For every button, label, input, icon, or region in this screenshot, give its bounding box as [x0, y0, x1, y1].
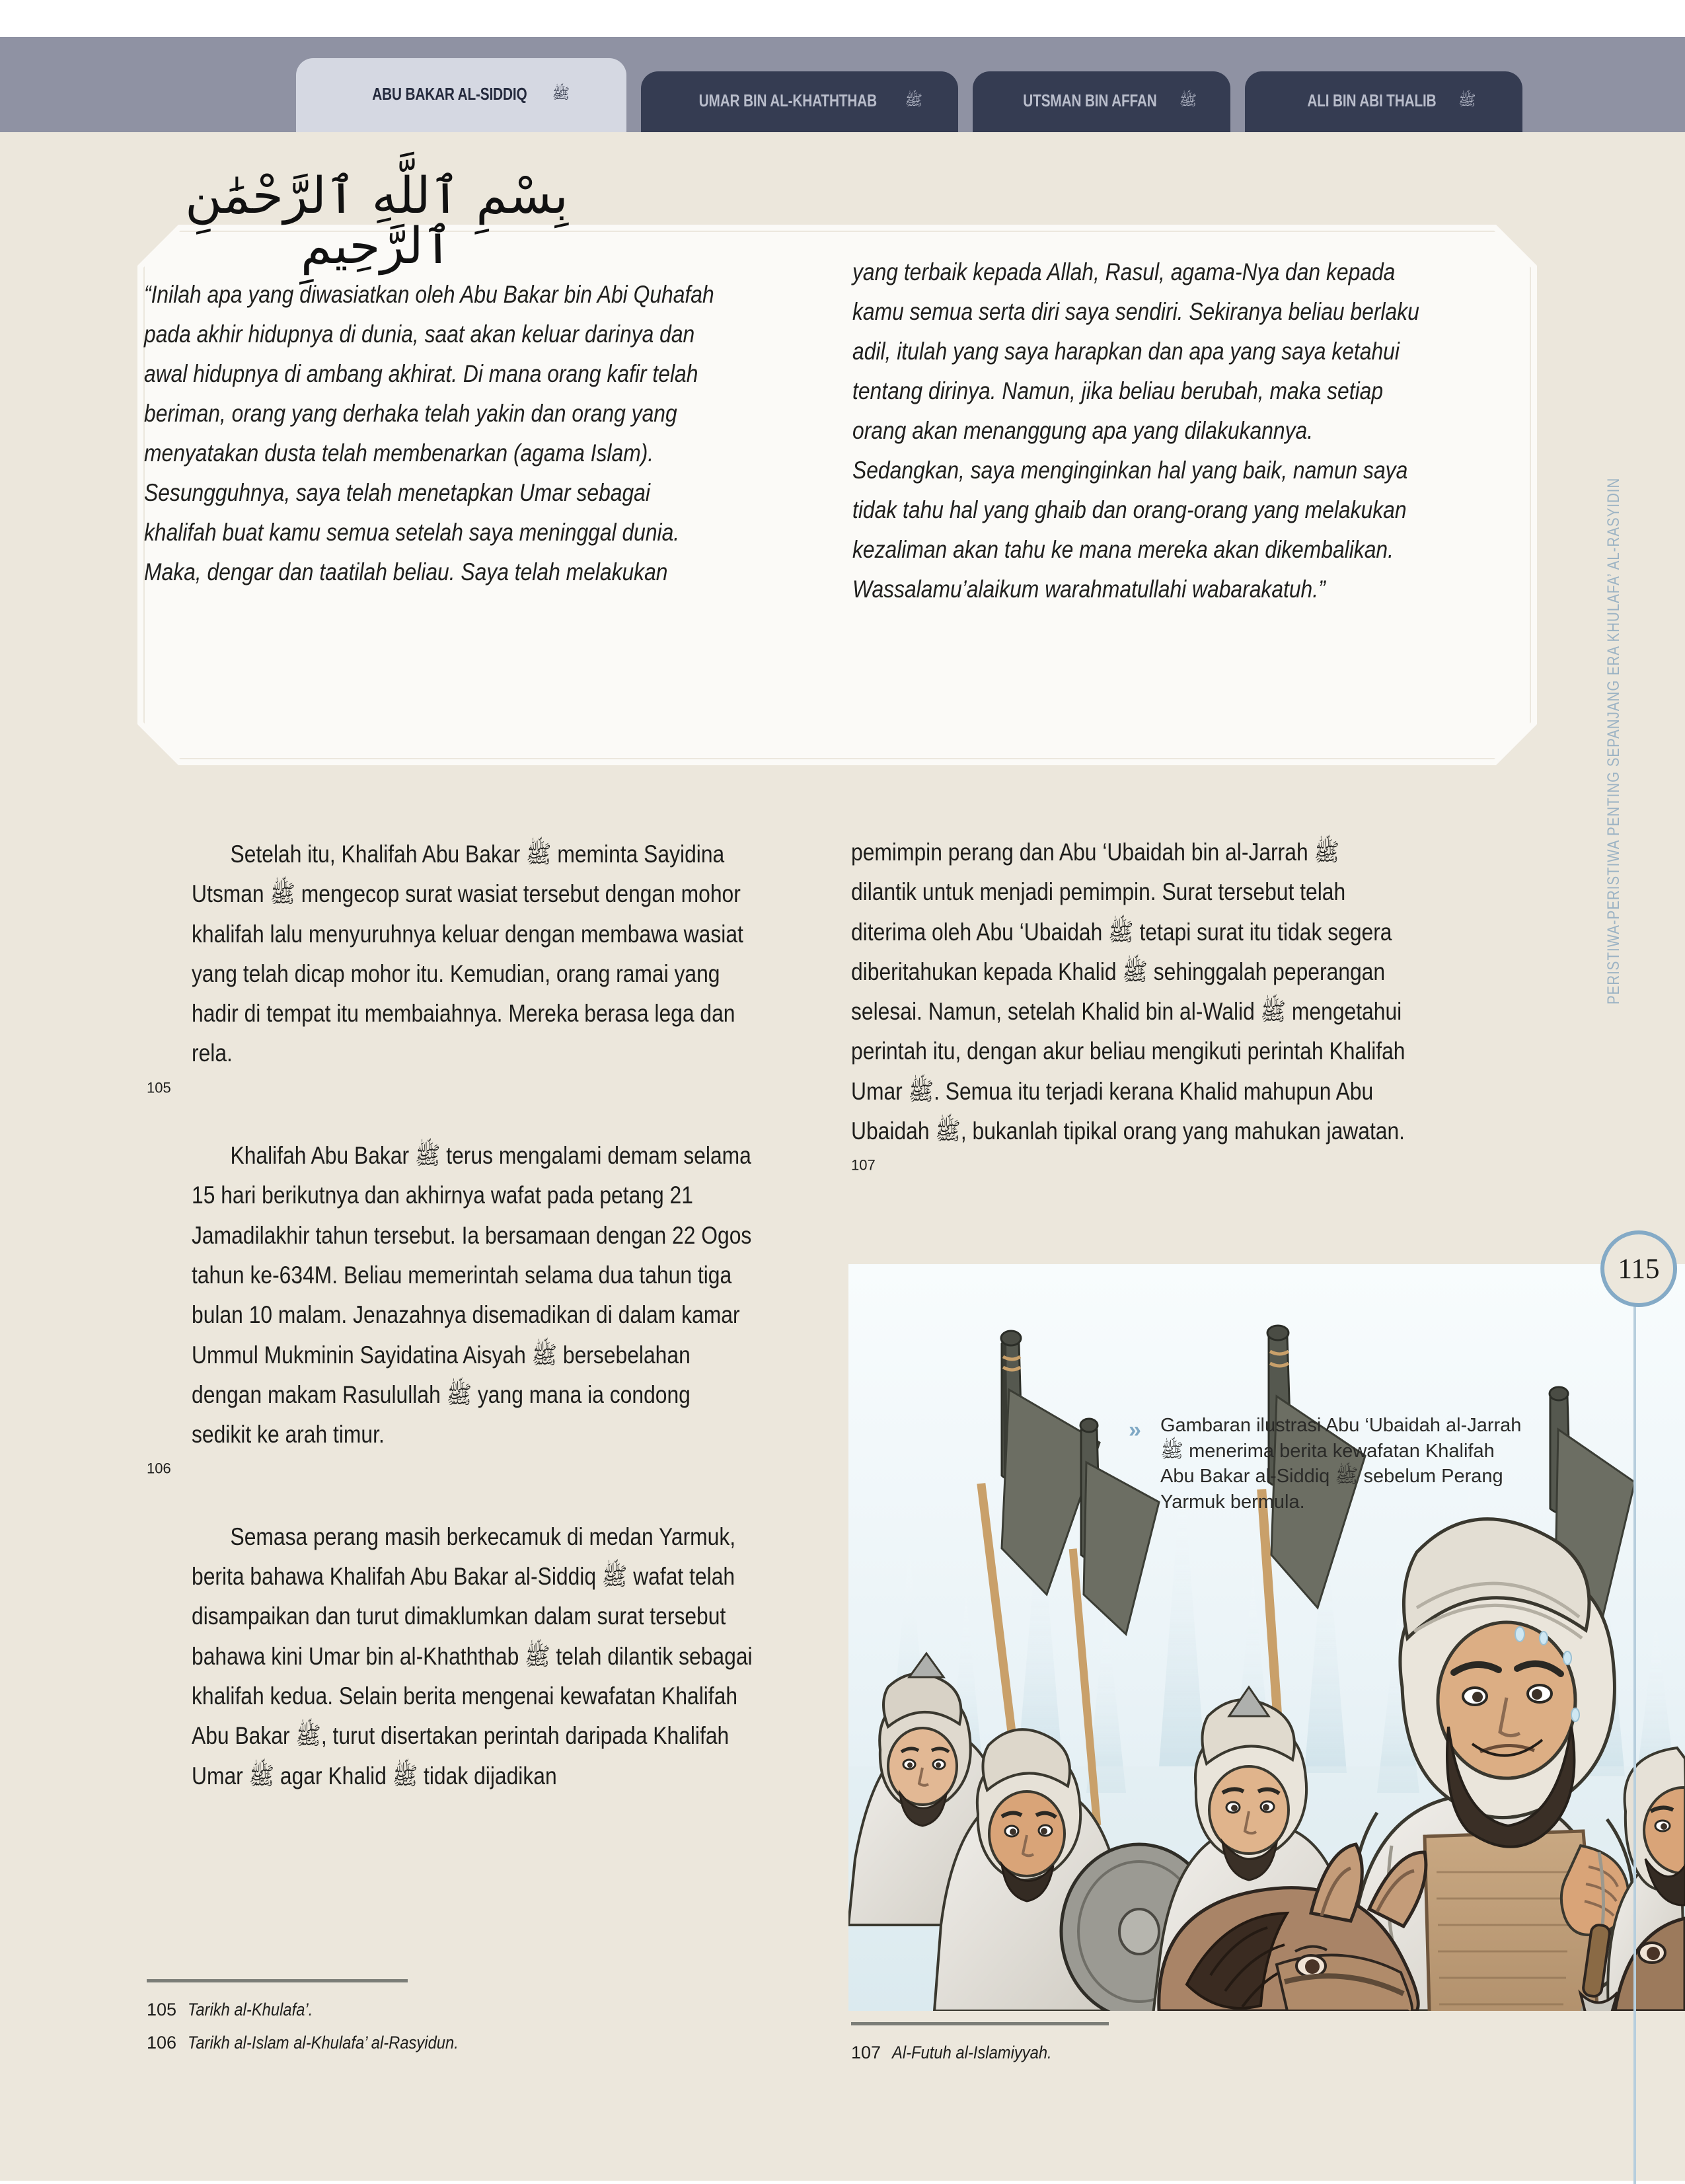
paragraph [851, 833, 1499, 1191]
footnote-number: 107 [851, 2043, 881, 2062]
footnote-marker-107[interactable]: 107 [851, 1157, 876, 1174]
illustration-artwork [848, 1264, 1685, 2011]
tab-label: UTSMAN BIN AFFAN [1023, 90, 1157, 110]
yarmuk-illustration [848, 1264, 1685, 2011]
footnote-item [147, 2000, 496, 2020]
quote-right-text: yang terbaik kepada Allah, Rasul, agama-Nya dan kepada kamu semua serta diri saya sendiri. Sekiranya beliau berlaku adil, itulah yang saya harapkan dan apa yang saya ketahui tentang dirinya. Namun, jika beliau berubah, maka setiap orang akan menanggung apa yang dilakukannya. Sedangkan, saya menginginkan hal yang baik, namun saya tidak tahu hal yang ghaib dan orang-orang yang melakukan kezaliman akan tahu ke mana mereka akan dikembalikan. Wassalamu’alaikum warahmatullahi wabarakatuh.” [852, 258, 1419, 603]
tab-label: ALI BIN ABI THALIB [1307, 90, 1437, 110]
tab-utsman-bin-affan[interactable] [973, 71, 1230, 132]
double-chevron-icon: » [1129, 1417, 1137, 1443]
paragraph [147, 1517, 801, 1796]
tabs-container [0, 37, 1685, 132]
footnote-title: Tarikh al-Islam al-Khulafa’ al-Rasyidun. [188, 2033, 459, 2052]
paragraph [147, 1136, 801, 1495]
bismillah-calligraphy: بِسْمِ ٱللَّهِ ٱلرَّحْمَٰنِ ٱلرَّحِيمِ [185, 166, 568, 275]
paragraph-text: pemimpin perang dan Abu ‘Ubaidah bin al-Jarrah ﷺ dilantik untuk menjadi pemimpin. Surat tersebut telah diterima oleh Abu ‘Ubaidah ﷺ tetapi surat itu tidak segera diberitahukan kepada Khalid ﷺ sehinggalah peperangan selesai. Namun, setelah Khalid bin al-Walid ﷺ mengetahui perintah itu, dengan akur beliau mengikuti perintah Khalifah Umar ﷺ. Semua itu terjadi kerana Khalid mahupun Abu Ubaidah ﷺ, bukanlah tipikal orang yang mahukan jawatan. [851, 839, 1405, 1145]
footnote-item [851, 2043, 1109, 2063]
tab-abu-bakar-al-siddiq[interactable] [296, 58, 626, 132]
footnote-number: 106 [147, 2033, 177, 2052]
tab-label: UMAR BIN AL-KHATHTHAB [698, 90, 877, 110]
footnote-item [147, 2033, 496, 2053]
quote-text-left-column [144, 275, 811, 592]
footnotes-left [147, 1979, 496, 2066]
footnote-rule [851, 2022, 1109, 2025]
paragraph-text: Semasa perang masih berkecamuk di medan Yarmuk, berita bahawa Khalifah Abu Bakar al-Siddiq ﷺ wafat telah disampaikan dan turut dimaklumkan dalam surat tersebut bahawa kini Umar bin al-Khaththab ﷺ telah dilantik sebagai khalifah kedua. Selain berita mengenai kewafatan Khalifah Abu Bakar ﷺ, turut disertakan perintah daripada Khalifah Umar ﷺ agar Khalid ﷺ tidak dijadikan [192, 1523, 753, 1789]
footnote-marker-106[interactable]: 106 [147, 1460, 171, 1478]
radiyallahu-anhu-icon: ﷺ [1458, 92, 1476, 108]
tab-umar-bin-al-khaththab[interactable] [641, 71, 958, 132]
margin-rule [1633, 1299, 1636, 2184]
tab-ali-bin-abi-thalib[interactable] [1245, 71, 1522, 132]
paragraph-text: Setelah itu, Khalifah Abu Bakar ﷺ meminta Sayidina Utsman ﷺ mengecop surat wasiat tersebut dengan mohor khalifah lalu menyuruhnya keluar dengan membawa wasiat yang telah dicap mohor itu. Kemudian, orang ramai yang hadir di tempat itu membaiahnya. Mereka berasa lega dan rela. [192, 841, 743, 1067]
radiyallahu-anhu-icon: ﷺ [1179, 92, 1197, 108]
caption-text: Gambaran ilustrasi Abu ‘Ubaidah al-Jarrah ﷺ menerima berita kewafatan Khalifah Abu Bakar al-Siddiq ﷺ sebelum Perang Yarmuk bermula. [1160, 1415, 1522, 1513]
tab-label: ABU BAKAR AL-SIDDIQ [372, 83, 527, 104]
body-left-column [147, 835, 801, 1819]
running-head-text: PERISTIWA-PERISTIWA PENTING SEPANJANG ERA KHULAFA’ AL-RASYIDIN [1604, 477, 1623, 1004]
quote-left-text: “Inilah apa yang diwasiatkan oleh Abu Bakar bin Abi Quhafah pada akhir hidupnya di dunia, saat akan keluar darinya dan awal hidupnya di ambang akhirat. Di mana orang kafir telah beriman, orang yang derhaka telah yakin dan orang yang menyatakan dusta telah membenarkan (agama Islam). Sesungguhnya, saya telah menetapkan Umar sebagai khalifah buat kamu semua setelah saya meninggal dunia. Maka, dengar dan taatilah beliau. Saya telah melakukan [144, 281, 714, 585]
footnote-number: 105 [147, 2000, 177, 2019]
radiyallahu-anhu-icon: ﷺ [905, 92, 923, 108]
quote-text-right-column [852, 252, 1520, 609]
page-canvas [0, 132, 1685, 2181]
footnote-title: Tarikh al-Khulafa’. [188, 2000, 313, 2019]
footnote-marker-105[interactable]: 105 [147, 1079, 171, 1096]
footnote-title: Al-Futuh al-Islamiyyah. [892, 2043, 1052, 2062]
paragraph [147, 835, 801, 1113]
footnotes-right [851, 2022, 1109, 2076]
body-right-column [851, 833, 1499, 1214]
page-number-badge: 115 [1600, 1230, 1677, 1307]
khulafa-tab-bar [0, 37, 1685, 132]
footnote-rule [147, 1979, 408, 1982]
radiyallahu-anhu-icon: ﷺ [552, 85, 570, 102]
paragraph-text: Khalifah Abu Bakar ﷺ terus mengalami demam selama 15 hari berikutnya dan akhirnya wafat pada petang 21 Jamadilakhir tahun tersebut. Ia bersamaan dengan 22 Ogos tahun ke-634M. Beliau memerintah selama dua tahun tiga bulan 10 malam. Jenazahnya disemadikan di dalam kamar Ummul Mukminin Sayidatina Aisyah ﷺ bersebelahan dengan makam Rasulullah ﷺ yang mana ia condong sedikit ke arah timur. [192, 1142, 752, 1449]
illustration-caption [1129, 1413, 1530, 1515]
running-head-vertical [1604, 362, 1624, 1004]
